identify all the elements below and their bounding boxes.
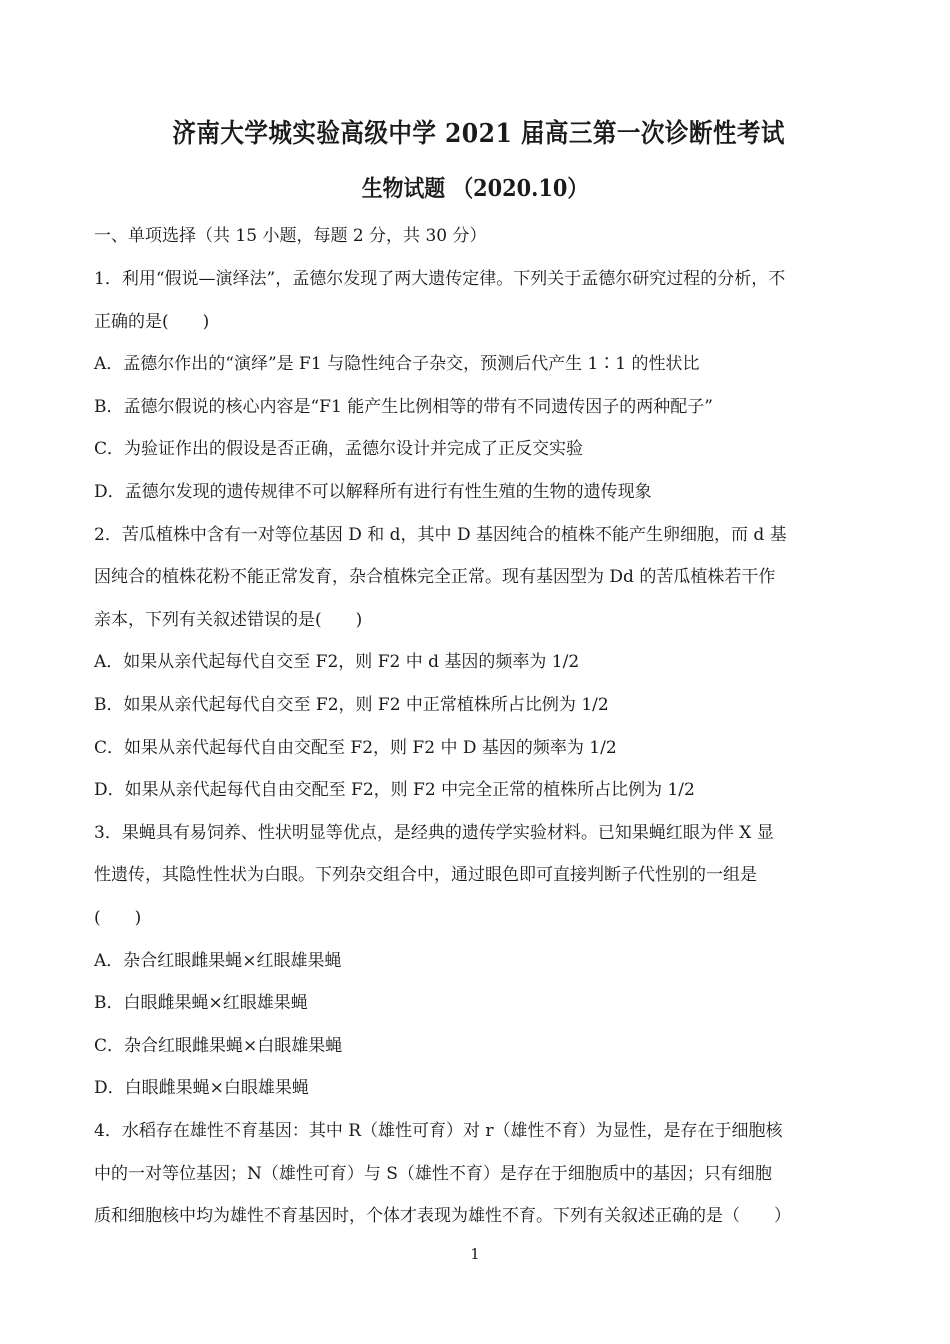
question-2-option-b: B．如果从亲代起每代自交至 F2，则 F2 中正常植株所占比例为 1/2 <box>94 695 609 715</box>
question-1-option-a: A．孟德尔作出的“演绎”是 F1 与隐性纯合子杂交，预测后代产生 1∶1 的性状比 <box>94 354 700 374</box>
question-3-option-d: D．白眼雌果蝇×白眼雄果蝇 <box>94 1078 309 1098</box>
question-1-option-d: D．孟德尔发现的遗传规律不可以解释所有进行有性生殖的生物的遗传现象 <box>94 482 652 502</box>
question-4-stem: 质和细胞核中均为雄性不育基因时，个体才表现为雄性不育。下列有关叙述正确的是（ ） <box>94 1206 791 1226</box>
question-3-stem: 3．果蝇具有易饲养、性状明显等优点，是经典的遗传学实验材料。已知果蝇红眼为伴 X 显 <box>94 823 774 843</box>
question-4-stem: 4．水稻存在雄性不育基因：其中 R（雄性可育）对 r（雄性不育）为显性，是存在于细胞核 <box>94 1121 783 1141</box>
section-heading: 一、单项选择（共 15 小题，每题 2 分，共 30 分） <box>94 226 487 246</box>
question-1-option-b: B．孟德尔假说的核心内容是“F1 能产生比例相等的带有不同遗传因子的两种配子” <box>94 397 713 417</box>
question-3-stem: 性遗传，其隐性性状为白眼。下列杂交组合中，通过眼色即可直接判断子代性别的一组是 <box>94 865 757 885</box>
question-2-stem: 亲本，下列有关叙述错误的是( ) <box>94 610 363 630</box>
question-3-option-c: C．杂合红眼雌果蝇×白眼雄果蝇 <box>94 1036 343 1056</box>
question-1-stem: 1．利用“假说—演绎法”，孟德尔发现了两大遗传定律。下列关于孟德尔研究过程的分析，不 <box>94 269 786 289</box>
question-2-option-a: A．如果从亲代起每代自交至 F2，则 F2 中 d 基因的频率为 1/2 <box>94 652 580 672</box>
question-1-option-c: C．为验证作出的假设是否正确，孟德尔设计并完成了正反交实验 <box>94 439 584 459</box>
question-3-option-b: B．白眼雌果蝇×红眼雄果蝇 <box>94 993 308 1013</box>
question-3-option-a: A．杂合红眼雌果蝇×红眼雄果蝇 <box>94 951 342 971</box>
question-1-stem: 正确的是( ) <box>94 312 210 332</box>
question-2-option-c: C．如果从亲代起每代自由交配至 F2，则 F2 中 D 基因的频率为 1/2 <box>94 738 617 758</box>
question-2-option-d: D．如果从亲代起每代自由交配至 F2，则 F2 中完全正常的植株所占比例为 1/2 <box>94 780 695 800</box>
page-subtitle: 生物试题 （2020.10） <box>361 175 589 202</box>
question-2-stem: 因纯合的植株花粉不能正常发育，杂合植株完全正常。现有基因型为 Dd 的苦瓜植株若干作 <box>94 567 776 587</box>
question-2-stem: 2．苦瓜植株中含有一对等位基因 D 和 d，其中 D 基因纯合的植株不能产生卵细胞，而 d 基 <box>94 525 787 545</box>
question-3-stem: ( ) <box>94 908 142 928</box>
page-number: 1 <box>470 1245 480 1263</box>
page-title: 济南大学城实验高级中学 2021 届高三第一次诊断性考试 <box>172 119 785 149</box>
question-4-stem: 中的一对等位基因；N（雄性可育）与 S（雄性不育）是存在于细胞质中的基因；只有细胞 <box>94 1164 772 1184</box>
